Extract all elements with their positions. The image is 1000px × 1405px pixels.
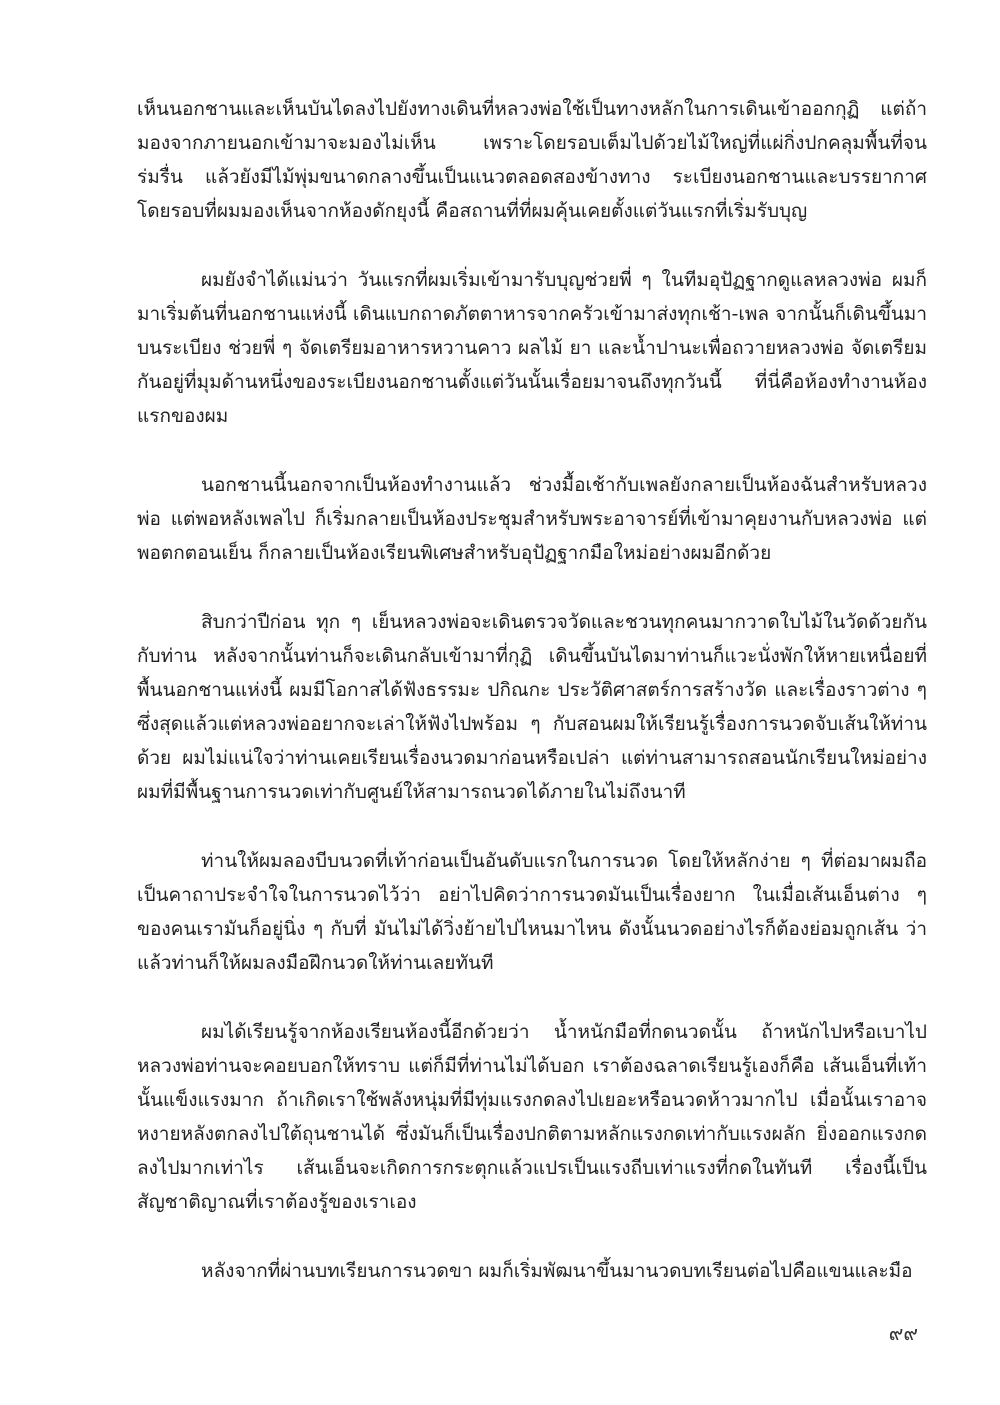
paragraph-4: สิบกว่าปีก่อน ทุก ๆ เย็นหลวงพ่อจะเดินตรวจวัดและชวนทุกคนมากวาดใบไม้ในวัดด้วยกันกับท่าน หลังจากนั้นท่านก็จะเดินกลับเข้ามาที่กุฏิ เดินขึ้นบันไดมาท่านก็แวะนั่งพักให้หายเหนื่อยที่พื้นนอกชานแห่งนี้ ผมมีโอกาสได้ฟังธรรมะ ปกิณกะ ประวัติศาสตร์การสร้างวัด และเรื่องราวต่าง ๆ ซึ่งสุดแล้วแต่หลวงพ่ออยากจะเล่าให้ฟังไปพร้อม ๆ กับสอนผมให้เรียนรู้เรื่องการนวดจับเส้นให้ท่านด้วย ผมไม่แน่ใจว่าท่านเคยเรียนเรื่องนวดมาก่อนหรือเปล่า แต่ท่านสามารถสอนนักเรียนใหม่อย่างผมที่มีพื้นฐานการนวดเท่ากับศูนย์ให้สามารถนวดได้ภายในไม่ถึงนาที xyxy=(137,611,927,803)
paragraph-5: ท่านให้ผมลองบีบนวดที่เท้าก่อนเป็นอันดับแรกในการนวด โดยให้หลักง่าย ๆ ที่ต่อมาผมถือเป็นคาถาประจำใจในการนวดไว้ว่า อย่าไปคิดว่าการนวดมันเป็นเรื่องยาก ในเมื่อเส้นเอ็นต่าง ๆ ของคนเรามันก็อยู่นิ่ง ๆ กับที่ มันไม่ได้วิ่งย้ายไปไหนมาไหน ดังนั้นนวดอย่างไรก็ต้องย่อมถูกเส้น ว่าแล้วท่านก็ให้ผมลงมือฝึกนวดให้ท่านเลยทันที xyxy=(137,850,927,974)
paragraph-3: นอกชานนี้นอกจากเป็นห้องทำงานแล้ว ช่วงมื้อเช้ากับเพลยังกลายเป็นห้องฉันสำหรับหลวงพ่อ แต่พอหลังเพลไป ก็เริ่มกลายเป็นห้องประชุมสำหรับพระอาจารย์ที่เข้ามาคุยงานกับหลวงพ่อ แต่พอตกตอนเย็น ก็กลายเป็นห้องเรียนพิเศษสำหรับอุปัฏฐากมือใหม่อย่างผมอีกด้วย xyxy=(137,474,927,564)
body-text xyxy=(137,92,927,1323)
paragraph-2: ผมยังจำได้แม่นว่า วันแรกที่ผมเริ่มเข้ามารับบุญช่วยพี่ ๆ ในทีมอุปัฏฐากดูแลหลวงพ่อ ผมก็มาเริ่มต้นที่นอกชานแห่งนี้ เดินแบกถาดภัตตาหารจากครัวเข้ามาส่งทุกเช้า-เพล จากนั้นก็เดินขึ้นมาบนระเบียง ช่วยพี่ ๆ จัดเตรียมอาหารหวานคาว ผลไม้ ยา และน้ำปานะเพื่อถวายหลวงพ่อ จัดเตรียมกันอยู่ที่มุมด้านหนึ่งของระเบียงนอกชานตั้งแต่วันนั้นเรื่อยมาจนถึงทุกวันนี้ ที่นี่คือห้องทำงานห้องแรกของผม xyxy=(137,269,927,427)
paragraph-7: หลังจากที่ผ่านบทเรียนการนวดขา ผมก็เริ่มพัฒนาขึ้นมานวดบทเรียนต่อไปคือแขนและมือ xyxy=(201,1260,913,1282)
paragraph-6: ผมได้เรียนรู้จากห้องเรียนห้องนี้อีกด้วยว่า น้ำหนักมือที่กดนวดนั้น ถ้าหนักไปหรือเบาไป หลวงพ่อท่านจะคอยบอกให้ทราบ แต่ก็มีที่ท่านไม่ได้บอก เราต้องฉลาดเรียนรู้เองก็คือ เส้นเอ็นที่เท้านั้นแข็งแรงมาก ถ้าเกิดเราใช้พลังหนุ่มที่มีทุ่มแรงกดลงไปเยอะหรือนวดห้าวมากไป เมื่อนั้นเราอาจหงายหลังตกลงไปใต้ถุนชานได้ ซึ่งมันก็เป็นเรื่องปกติตามหลักแรงกดเท่ากับแรงผลัก ยิ่งออกแรงกดลงไปมากเท่าไร เส้นเอ็นจะเกิดการกระตุกแล้วแปรเป็นแรงถีบเท่าแรงที่กดในทันที เรื่องนี้เป็นสัญชาติญาณที่เราต้องรู้ของเราเอง xyxy=(137,1021,927,1213)
page-number: ๙๙ xyxy=(888,1321,918,1345)
paragraph-1: เห็นนอกชานและเห็นบันไดลงไปยังทางเดินที่หลวงพ่อใช้เป็นทางหลักในการเดินเข้าออกกุฏิ แต่ถ้ามองจากภายนอกเข้ามาจะมองไม่เห็น เพราะโดยรอบเต็มไปด้วยไม้ใหญ่ที่แผ่กิ่งปกคลุมพื้นที่จนร่มรื่น แล้วยังมีไม้พุ่มขนาดกลางขึ้นเป็นแนวตลอดสองข้างทาง ระเบียงนอกชานและบรรยากาศโดยรอบที่ผมมองเห็นจากห้องดักยุงนี้ คือสถานที่ที่ผมคุ้นเคยตั้งแต่วันแรกที่เริ่มรับบุญ xyxy=(137,98,927,222)
